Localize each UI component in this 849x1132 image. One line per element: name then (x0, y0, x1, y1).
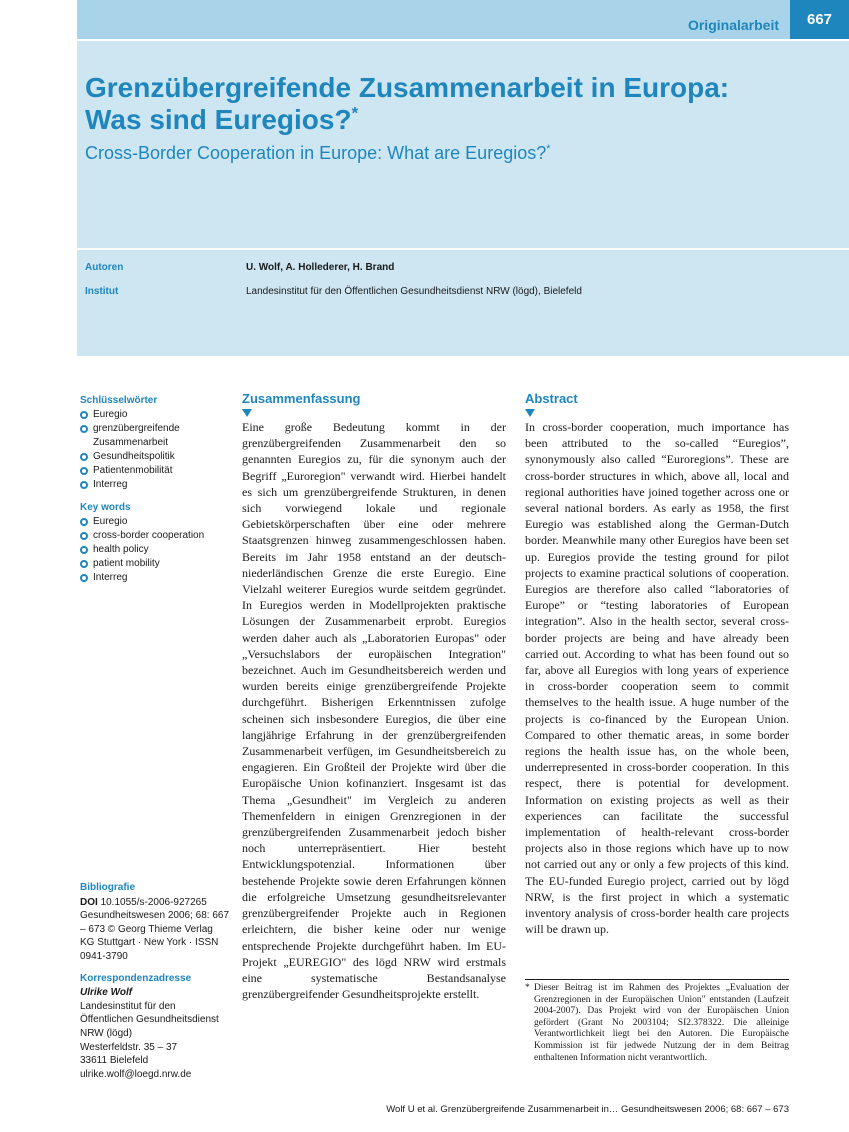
keyword-text: cross-border cooperation (93, 530, 205, 541)
correspondence-email[interactable]: ulrike.wolf@loegd.nrw.de (80, 1068, 192, 1080)
keyword-item (80, 464, 230, 478)
page-footer: Wolf U et al. Grenzübergreifende Zusammenarbeit in… Gesundheitswesen 2006; 68: 667 – 673 (386, 1104, 789, 1115)
keyword-item (80, 529, 230, 543)
bullet-icon (80, 518, 88, 526)
doi-label: DOI (80, 896, 98, 908)
keyword-item (80, 422, 230, 450)
institute-label: Institut (85, 286, 119, 297)
bibliography-block (80, 879, 230, 1081)
article-title (85, 72, 825, 136)
correspondence-city: 33611 Bielefeld (80, 1055, 149, 1067)
bullet-icon (80, 532, 88, 540)
bullet-icon (80, 560, 88, 568)
summary-de-heading: Zusammenfassung (242, 391, 361, 406)
footnote (525, 979, 789, 1064)
header-band (77, 0, 849, 356)
section-label: Originalarbeit (687, 17, 779, 33)
keyword-text: Interreg (93, 572, 128, 583)
keyword-item (80, 478, 230, 492)
bullet-icon (80, 467, 88, 475)
keywords-en-list (80, 515, 230, 585)
subtitle-asterisk: * (546, 143, 551, 155)
keyword-item (80, 571, 230, 585)
summary-de-column (242, 391, 506, 1002)
keyword-text: Euregio (93, 409, 128, 420)
keyword-item (80, 515, 230, 529)
keyword-text: health policy (93, 544, 149, 555)
correspondence-heading: Korrespondenzadresse (80, 972, 192, 984)
correspondence-street: Westerfeldstr. 35 – 37 (80, 1041, 178, 1053)
keywords-en-heading: Key words (80, 502, 131, 513)
bullet-icon (80, 411, 88, 419)
footnote-text: Dieser Beitrag ist im Rahmen des Projektes „Evaluation der Grenzregionen in der Europäischen Union" entstanden (Laufzeit 2004-2007). Das Projekt wird von der Europäischen Union gefördert (Grant No 2003104; SI2.378322. Die alleinige Verantwortlichkeit liegt bei den Autoren. Die Europäische Kommission ist für jedwede Nutzung der in dem Beitrag enthaltenen Information nicht verantwortlich. (534, 983, 789, 1063)
keyword-item (80, 543, 230, 557)
correspondence-name: Ulrike Wolf (80, 987, 133, 999)
abstract-en-text: In cross-border cooperation, much importance has been attributed to the so-called “Euregios”, synonymously also called “Euroregions”. These are cross-border structures in which, above all, local and regional authorities have joined together across one or several national borders. As early as 1958, the first Euregio was established along the German-Dutch border. Meanwhile many other Euregios have been set up. Euregios provide the testing ground for pilot projects to examine practical solutions of cooperation. Euregios are therefore also called “laboratories of Europe” or “testing laboratories of European integration”. Also in the health sector, several cross-border projects are being and have already been carried out. According to what has been found out so far, above all Euregios with long years of experience in cross-border cooperation seem to commit themselves to the health issue. A huge number of the projects is co-financed by the European Union. Compared to other thematic areas, in some border regions the health issue has, on the whole been, underrepresented in cross-border cooperation. In this respect, there is potential for development. Information on existing projects as well as their experiences can facilitate the successful implementation of health-relevant cross-border projects also in those regions which have up to now not carried out any or only a few projects of this kind. The EU-funded Euregio project, carried out by lögd NRW, is the first project in which a systematic inventory analysis of cross-border health care projects will be drawn up. (525, 420, 789, 937)
abstract-en-heading: Abstract (525, 391, 578, 406)
institute: Landesinstitut für den Öffentlichen Gesundheitsdienst NRW (lögd), Bielefeld (246, 286, 582, 297)
triangle-down-icon (242, 409, 252, 417)
authors: U. Wolf, A. Hollederer, H. Brand (246, 262, 395, 273)
bullet-icon (80, 453, 88, 461)
subtitle-text: Cross-Border Cooperation in Europe: What are Euregios? (85, 143, 547, 163)
keyword-text: Euregio (93, 516, 128, 527)
keyword-text: Interreg (93, 479, 128, 490)
keyword-text: grenzübergreifende Zusammenarbeit (93, 423, 180, 448)
keyword-item (80, 408, 230, 422)
doi-line (80, 896, 230, 910)
title-line-2 (85, 104, 825, 136)
keyword-item (80, 450, 230, 464)
article-subtitle (85, 143, 825, 164)
title-line-2-text: Was sind Euregios? (85, 104, 352, 135)
bibliography-heading: Bibliografie (80, 882, 136, 893)
title-asterisk: * (351, 103, 359, 123)
bullet-icon (80, 546, 88, 554)
keyword-text: Patientenmobilität (93, 465, 173, 476)
header-divider (77, 248, 849, 250)
footnote-mark: * (525, 983, 530, 993)
keywords-sidebar (80, 392, 230, 594)
summary-de-text: Eine große Bedeutung kommt in der grenzübergreifenden Zusammenarbeit den so genannten Euregios zu, für die synonym auch der Begriff „Euroregion" verwandt wird. Hierbei handelt es sich um grenzübergreifende Strukturen, in denen sich vorwiegend lokale und regionale Gebietskörperschaften über eine oder mehrere Staatsgrenzen hinweg zusammengeschlossen haben. Bereits im Jahr 1958 entstand an der deutsch-niederländischen Grenze die erste Euregio. Eine Vielzahl weiterer Euregios wurde seitdem gegründet. In Euregios werden in Modellprojekten praktische Lösungen der Zusammenarbeit erprobt. Euregios werden daher auch als „Laboratorien Europas" oder „Versuchslabors der europäischen Integration" bezeichnet. Auch im Gesundheitsbereich werden und wurden bereits einige grenzübergreifende Projekte durchgeführt. Bisherigen Erkenntnissen zufolge scheinen sich insbesondere Euregios, die über eine langjährige Erfahrung in der grenzübergreifenden Zusammenarbeit verfügen, im Gesundheitsbereich zu engagieren. Ein Großteil der Projekte wird über die Europäische Union kofinanziert. Insgesamt ist das Thema „Gesundheit" im Vergleich zu anderen Themenfeldern in einigen Grenzregionen in der grenzübergreifenden Zusammenarbeit jedoch bisher noch unterrepräsentiert. Hier besteht Entwicklungspotenzial. Informationen über bestehende Projekte sowie deren Erfahrungen können die erfolgreiche Umsetzung gesundheitsrelevanter grenzübergreifender Projekte auch in Regionen erleichtern, die bisher keine oder nur wenige entsprechende Projekte durchgeführt haben. Im EU-Projekt „EUREGIO" des lögd NRW wird erstmals eine systematische Bestandsanalyse grenzübergreifender Gesundheitsprojekte erstellt. (242, 420, 506, 1002)
bullet-icon (80, 574, 88, 582)
citation: Gesundheitswesen 2006; 68: 667 – 673 © Georg Thieme Verlag KG Stuttgart · New York · ISSN 0941-3790 (80, 910, 229, 962)
correspondence-org: Landesinstitut für den Öffentlichen Gesundheitsdienst NRW (lögd) (80, 1000, 219, 1039)
bullet-icon (80, 481, 88, 489)
top-strip (77, 0, 849, 41)
keyword-item (80, 557, 230, 571)
keyword-text: patient mobility (93, 558, 160, 569)
title-line-1: Grenzübergreifende Zusammenarbeit in Europa: (85, 72, 730, 103)
bullet-icon (80, 425, 88, 433)
keyword-text: Gesundheitspolitik (93, 451, 175, 462)
abstract-en-column (525, 391, 789, 938)
authors-label: Autoren (85, 262, 124, 273)
keywords-de-list (80, 408, 230, 492)
doi-value[interactable]: 10.1055/s-2006-927265 (100, 896, 207, 908)
page-number: 667 (790, 0, 849, 39)
triangle-down-icon (525, 409, 535, 417)
keywords-de-heading: Schlüsselwörter (80, 395, 158, 406)
